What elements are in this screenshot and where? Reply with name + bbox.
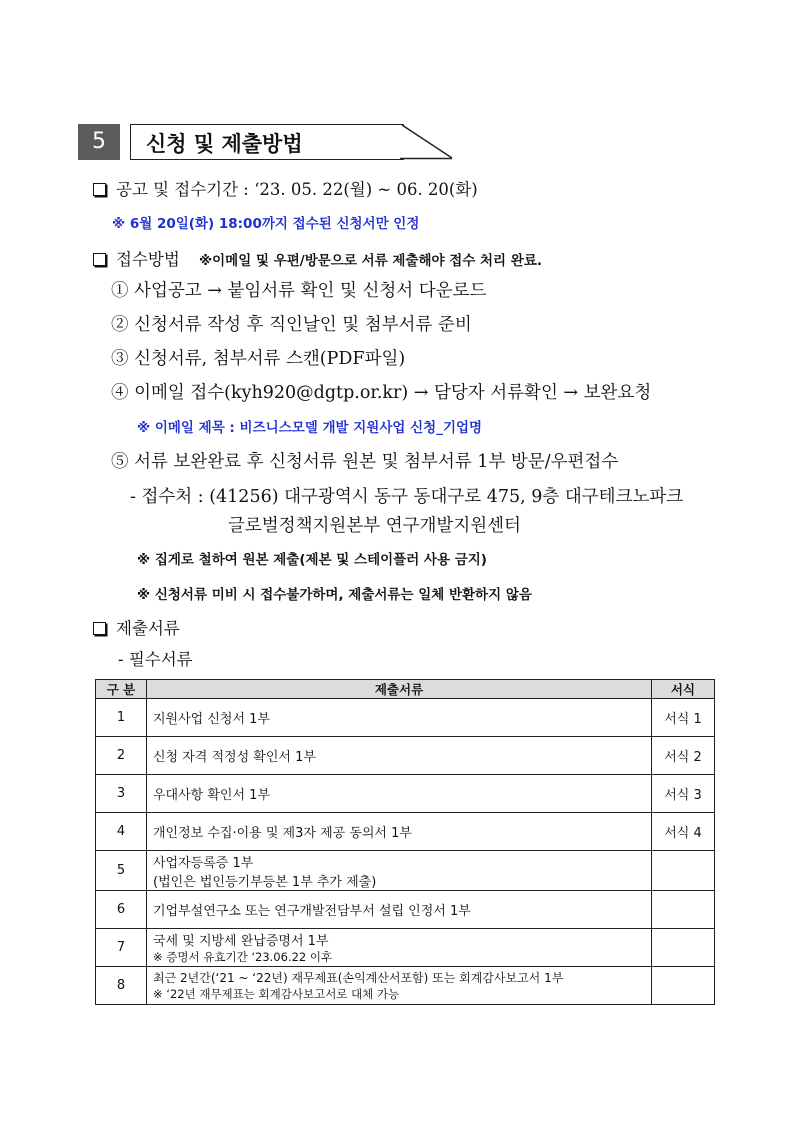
period-label: 공고 및 접수기간 : ‘23. 05. 22(월) ~ 06. 20(화) bbox=[116, 180, 478, 199]
row-doc-cell bbox=[147, 851, 652, 891]
table-row bbox=[96, 699, 715, 737]
row-doc-sub: (법인은 법인등기부등본 1부 추가 제출) bbox=[153, 874, 377, 890]
row-doc: 신청 자격 적정성 확인서 1부 bbox=[147, 737, 652, 775]
period-line bbox=[93, 176, 478, 200]
address-line-2: 글로벌정책지원본부 연구개발지원센터 bbox=[228, 516, 521, 536]
checkbox-bullet-icon bbox=[93, 622, 106, 635]
row-form bbox=[652, 967, 715, 1005]
method-step-2: ② 신청서류 작성 후 직인날인 및 첨부서류 준비 bbox=[111, 315, 472, 335]
row-doc: 최근 2년간(‘21 ~ ‘22년) 재무제표(손익계산서포함) 또는 회계감사보고서 1부 bbox=[153, 971, 564, 985]
table-row bbox=[96, 929, 715, 967]
table-row bbox=[96, 775, 715, 813]
row-no: 8 bbox=[96, 967, 147, 1005]
row-no: 2 bbox=[96, 737, 147, 775]
checkbox-bullet-icon bbox=[93, 183, 106, 196]
row-doc-sub: ※ ‘22년 재무제표는 회계감사보고서로 대체 가능 bbox=[153, 987, 400, 1001]
row-doc: 국세 및 지방세 완납증명서 1부 bbox=[153, 934, 329, 949]
header-no: 구 분 bbox=[96, 680, 147, 699]
section-title: 신청 및 제출방법 bbox=[146, 132, 303, 156]
section-title-diagonal bbox=[400, 123, 455, 161]
header-doc: 제출서류 bbox=[147, 680, 652, 699]
table-row bbox=[96, 891, 715, 929]
row-doc-cell bbox=[147, 967, 652, 1005]
row-form: 서식 1 bbox=[652, 699, 715, 737]
row-doc: 기업부설연구소 또는 연구개발전담부서 설립 인정서 1부 bbox=[147, 891, 652, 929]
row-no: 3 bbox=[96, 775, 147, 813]
row-doc: 사업자등록증 1부 bbox=[153, 855, 254, 871]
method-note: ※이메일 및 우편/방문으로 서류 제출해야 접수 처리 완료. bbox=[199, 253, 542, 269]
row-no: 6 bbox=[96, 891, 147, 929]
binding-note: ※ 집게로 철하여 원본 제출(제본 및 스테이플러 사용 금지) bbox=[137, 552, 487, 568]
row-form bbox=[652, 891, 715, 929]
method-line bbox=[93, 246, 542, 270]
method-step-4: ④ 이메일 접수(kyh920@dgtp.or.kr) → 담당자 서류확인 → 보완요청 bbox=[111, 383, 652, 403]
required-docs-label: - 필수서류 bbox=[118, 650, 193, 669]
section-number: 5 bbox=[78, 124, 120, 160]
row-doc: 우대사항 확인서 1부 bbox=[147, 775, 652, 813]
row-doc: 지원사업 신청서 1부 bbox=[147, 699, 652, 737]
table-row bbox=[96, 967, 715, 1005]
table-row bbox=[96, 813, 715, 851]
row-form bbox=[652, 929, 715, 967]
row-doc-cell bbox=[147, 929, 652, 967]
table-header-row bbox=[96, 680, 715, 699]
method-step-3: ③ 신청서류, 첨부서류 스캔(PDF파일) bbox=[111, 349, 406, 369]
header-form: 서식 bbox=[652, 680, 715, 699]
method-step-5: ⑤ 서류 보완완료 후 신청서류 원본 및 첨부서류 1부 방문/우편접수 bbox=[111, 452, 619, 472]
row-doc: 개인정보 수집·이용 및 제3자 제공 동의서 1부 bbox=[147, 813, 652, 851]
row-no: 4 bbox=[96, 813, 147, 851]
row-doc-sub: ※ 증명서 유효기간 ‘23.06.22 이후 bbox=[153, 950, 333, 964]
table-row bbox=[96, 737, 715, 775]
method-step-1: ① 사업공고 → 붙임서류 확인 및 신청서 다운로드 bbox=[111, 281, 487, 301]
method-label: 접수방법 bbox=[116, 250, 180, 269]
documents-table bbox=[95, 679, 715, 1005]
table-row bbox=[96, 851, 715, 891]
row-no: 1 bbox=[96, 699, 147, 737]
address-line-1: - 접수처 : (41256) 대구광역시 동구 동대구로 475, 9층 대구테크노파크 bbox=[130, 487, 684, 507]
row-form: 서식 4 bbox=[652, 813, 715, 851]
email-subject-note: ※ 이메일 제목 : 비즈니스모델 개발 지원사업 신청_기업명 bbox=[137, 420, 483, 436]
documents-label: 제출서류 bbox=[116, 619, 180, 638]
checkbox-bullet-icon bbox=[93, 253, 106, 266]
row-no: 5 bbox=[96, 851, 147, 891]
return-note: ※ 신청서류 미비 시 접수불가하며, 제출서류는 일체 반환하지 않음 bbox=[137, 587, 532, 603]
row-form: 서식 3 bbox=[652, 775, 715, 813]
documents-line bbox=[93, 615, 180, 639]
row-form bbox=[652, 851, 715, 891]
row-no: 7 bbox=[96, 929, 147, 967]
row-form: 서식 2 bbox=[652, 737, 715, 775]
period-note: ※ 6월 20일(화) 18:00까지 접수된 신청서만 인정 bbox=[112, 216, 420, 232]
